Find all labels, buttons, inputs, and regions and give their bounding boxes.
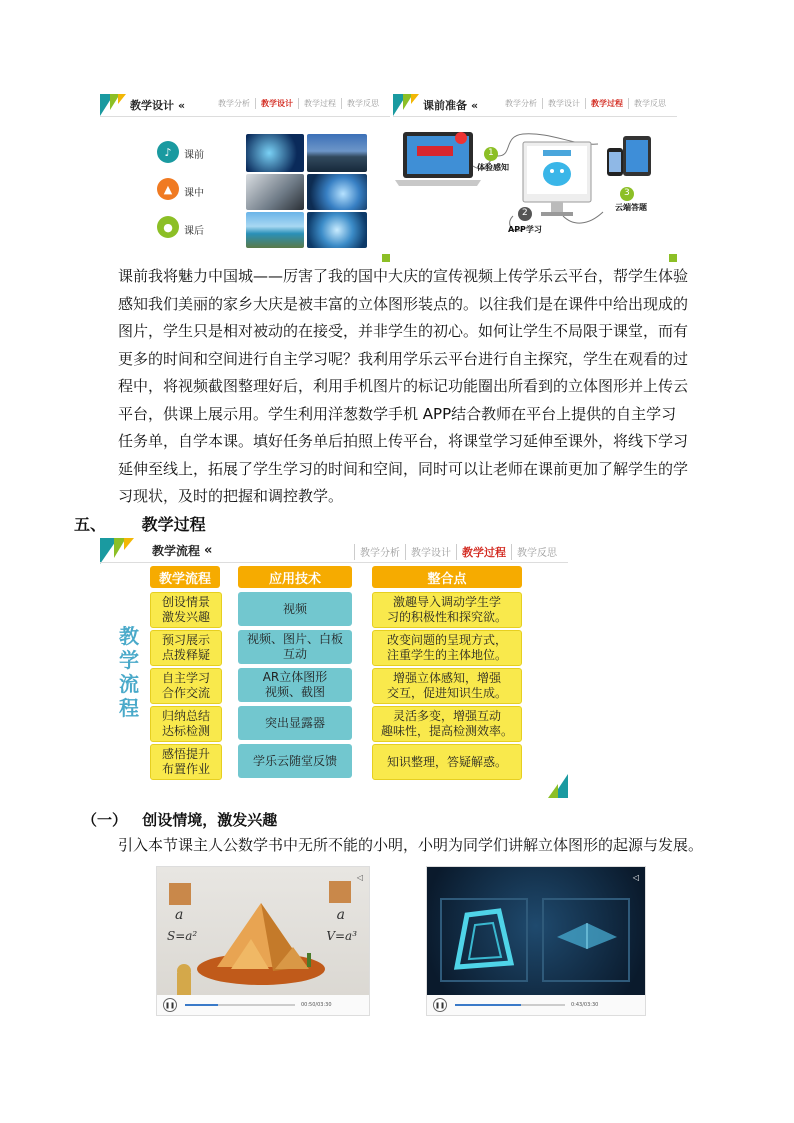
slide-preparation	[393, 94, 677, 262]
slide-title: 教学流程	[152, 543, 201, 558]
music-icon: ♪	[157, 141, 179, 163]
corner-triangle-icon	[548, 784, 558, 798]
para-line: 更多的时间和空间进行自主学习呢？我利用学乐云平台进行自主探究，学生在观看的过	[118, 349, 689, 368]
subsection-heading	[82, 809, 277, 830]
flow-point-line: 改变问题的呈现方式，	[386, 633, 507, 647]
flow-point	[372, 592, 522, 628]
step-3-num: 3	[624, 188, 630, 198]
flow-tech-line: 学乐云随堂反馈	[252, 753, 337, 768]
section-number: 五、	[74, 515, 107, 534]
tablet-icon	[623, 136, 651, 176]
tab-process: 教学过程	[298, 98, 341, 109]
flow-point	[372, 668, 522, 704]
header-divider	[100, 116, 390, 117]
side-char: 学	[119, 648, 139, 672]
side-char: 教	[119, 624, 139, 648]
para-line: 感知我们美丽的家乡大庆是被丰富的立体图形装点的。以往我们是在课件中给出现成的	[118, 294, 689, 313]
tab-analysis: 教学分析	[218, 99, 250, 108]
slide-tabs	[500, 98, 671, 109]
para-line: 程中，将视频截图整理好后，利用手机图片的标记功能圈出所看到的立体图形并上传云	[118, 377, 689, 395]
step-3-label: 云端答题	[615, 203, 647, 212]
intro-line: 引入本节课主人公数学书中无所不能的小明，小明为同学们讲解立体图形的起源与发展。	[118, 836, 704, 854]
video-controls	[427, 995, 645, 1015]
flow-step	[150, 592, 222, 628]
para-line: 平台，供课上展示用。学生利用洋葱数学手机 APP结合教师在平台上提供的自主学习	[118, 404, 677, 423]
item-before-class: 课前	[184, 150, 204, 161]
flow-tech-line: 视频、截图	[264, 685, 325, 699]
flow-tech-line: AR立体图形	[262, 670, 328, 684]
photo-beach	[246, 212, 304, 248]
flow-point-line: 知识整理，答疑解惑。	[386, 754, 507, 769]
flow-tech	[238, 630, 352, 664]
video-time: 00:50/03:30	[301, 1002, 332, 1008]
header-tech: 应用技术	[238, 566, 352, 588]
flow-step-line: 自主学习	[161, 671, 210, 685]
para-line: 习现状，及时的把握和调控教学。	[118, 487, 344, 505]
corner-accent	[382, 254, 390, 262]
video-time: 0:43/03:30	[571, 1002, 599, 1008]
flow-point-line: 习的积极性和探究欲。	[386, 610, 507, 624]
slide-title: 教学设计	[130, 99, 174, 112]
flow-step-line: 归纳总结	[161, 709, 210, 723]
flow-point-line: 注重学生的主体地位。	[386, 648, 507, 662]
flow-point-line: 交互，促进知识生成。	[386, 686, 507, 700]
flow-tech	[238, 592, 352, 626]
flow-tech-line: 视频、图片、白板	[246, 632, 343, 646]
tab-reflection: 教学反思	[341, 98, 384, 109]
share-icon[interactable]: ◁	[632, 873, 639, 882]
flow-point	[372, 706, 522, 742]
flow-tech-line: 突出显露器	[264, 715, 325, 730]
tab-design: 教学设计	[542, 98, 585, 109]
para-line: 任务单，自学本课。填好任务单后拍照上传平台，将课堂学习延伸至课外，将线下学习	[118, 432, 689, 450]
flow-step-line: 感悟提升	[161, 747, 210, 761]
flow-point	[372, 630, 522, 666]
photo-network	[246, 134, 304, 172]
laptop-icon	[395, 132, 481, 186]
photo-laptop	[246, 174, 304, 210]
item-after-class: 课后	[184, 226, 204, 237]
photo-tech	[307, 212, 367, 248]
slide-teaching-design	[100, 94, 390, 262]
paragraph-preparation	[118, 263, 723, 511]
section-title: 教学过程	[141, 515, 206, 534]
corner-accent	[669, 254, 677, 262]
subsection-number: （一）	[82, 811, 128, 829]
flow-point	[372, 744, 522, 780]
section-heading	[74, 512, 206, 535]
pyramid-illustration	[157, 867, 369, 1015]
flow-step-line: 点拨释疑	[161, 648, 210, 662]
flow-step-line: 预习展示	[161, 633, 210, 647]
header-points: 整合点	[372, 566, 522, 588]
para-line: 延伸至线上，拓展了学生学习的时间和空间，同时可以让老师在课前更加了解学生的学	[118, 459, 689, 478]
para-line: 课前我将魅力中国城——厉害了我的国中大庆的宣传视频上传学乐云平台，帮学生体验	[118, 267, 689, 285]
chevron-left-icon: «	[204, 542, 213, 558]
tab-process: 教学过程	[585, 98, 628, 109]
slide-title: 课前准备	[423, 99, 467, 112]
video-pyramid	[156, 866, 370, 1016]
pause-icon[interactable]: ❚❚	[433, 998, 447, 1012]
tab-design: 教学设计	[405, 544, 456, 560]
progress-bar[interactable]	[185, 1004, 295, 1006]
flow-tech	[238, 744, 352, 778]
slide-tabs	[354, 544, 562, 560]
flow-step	[150, 668, 222, 704]
tab-design: 教学设计	[255, 98, 298, 109]
flow-step	[150, 706, 222, 742]
flow-step-line: 合作交流	[161, 686, 210, 700]
step-1-label: 体验感知	[477, 163, 509, 172]
phone-icon	[607, 148, 623, 176]
header-divider	[100, 562, 568, 563]
shapes-illustration	[427, 867, 645, 1015]
graduation-cap-icon: ▲	[157, 178, 179, 200]
flow-step	[150, 744, 222, 780]
header-flow: 教学流程	[150, 566, 220, 588]
formula-right: V=a³	[326, 929, 357, 943]
tab-process: 教学过程	[456, 544, 511, 560]
item-in-class: 课中	[184, 188, 204, 199]
chevron-left-icon: «	[471, 98, 479, 112]
step-1-num: 1	[488, 148, 494, 158]
video-controls	[157, 995, 369, 1015]
para-line: 图片，学生只是相对被动的在接受，并非学生的初心。如何让学生不局限于课堂，而有	[118, 322, 689, 340]
tab-reflection: 教学反思	[511, 544, 562, 560]
side-label	[117, 624, 141, 720]
flow-point-line: 趣味性，提高检测效率。	[380, 724, 513, 738]
monitor-icon	[523, 142, 591, 216]
side-char: 流	[119, 672, 139, 696]
flow-tech	[238, 706, 352, 740]
cube-letter-right: a	[336, 907, 345, 923]
flow-step	[150, 630, 222, 666]
step-2-num: 2	[522, 208, 528, 218]
flow-diagram	[393, 116, 677, 262]
tab-reflection: 教学反思	[628, 98, 671, 109]
tab-analysis: 教学分析	[505, 99, 537, 108]
flow-tech-line: 视频	[282, 601, 307, 616]
flow-step-line: 布置作业	[161, 762, 210, 776]
flow-step-line: 激发兴趣	[161, 610, 210, 624]
pause-icon[interactable]: ❚❚	[163, 998, 177, 1012]
flow-point-line: 激趣导入调动学生学	[392, 595, 501, 609]
photo-city	[307, 134, 367, 172]
flow-tech-line: 互动	[282, 647, 307, 661]
step-2-label: APP学习	[508, 225, 542, 234]
slide-teaching-flow	[100, 538, 568, 798]
photo-globe	[307, 174, 367, 210]
cube-letter-left: a	[175, 907, 184, 923]
share-icon[interactable]: ◁	[356, 873, 363, 882]
flow-step-line: 创设情景	[161, 595, 210, 609]
slide-tabs	[213, 98, 384, 109]
formula-left: S=a²	[167, 929, 198, 943]
side-char: 程	[119, 696, 139, 720]
video-3d-shapes	[426, 866, 646, 1016]
bulb-icon: ●	[157, 216, 179, 238]
flow-point-line: 灵活多变，增强互动	[392, 709, 501, 723]
subsection-title: 创设情境，激发兴趣	[142, 811, 278, 829]
chevron-left-icon: «	[178, 98, 186, 112]
flow-tech	[238, 668, 352, 702]
flow-step-line: 达标检测	[161, 724, 210, 738]
progress-bar[interactable]	[455, 1004, 565, 1006]
tab-analysis: 教学分析	[354, 544, 405, 560]
flow-point-line: 增强立体感知，增强	[392, 671, 501, 685]
